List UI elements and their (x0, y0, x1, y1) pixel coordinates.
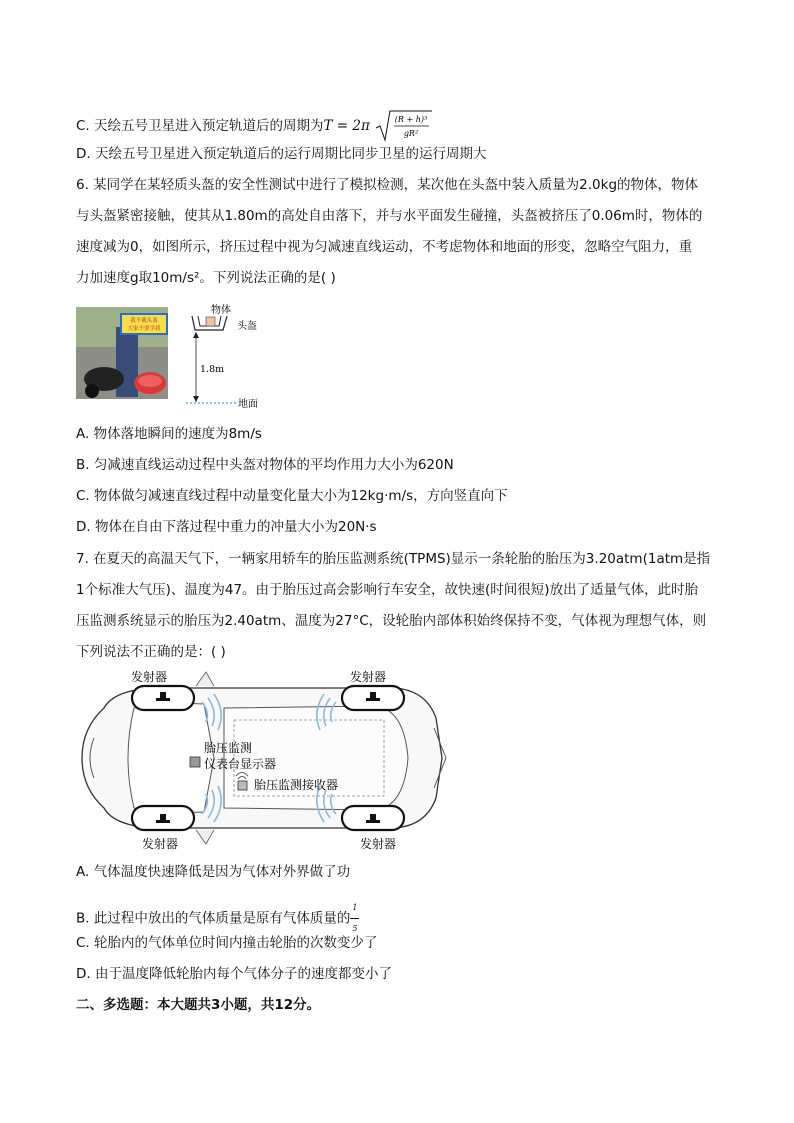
photo-illustration-icon (76, 307, 168, 399)
q6-line-2: 与头盔紧密接触，使其从1.80m的高处自由落下，并与水平面发生碰撞，头盔被挤压了0.06m时，物体的 (76, 208, 703, 224)
q6-line-1: 6. 某同学在某轻质头盔的安全性测试中进行了模拟检测，某次他在头盔中装入质量为2.0kg的物体，物体 (76, 177, 699, 193)
q7-option-b-text: B. 此过程中放出的气体质量是原有气体质量的 (76, 910, 351, 927)
q7-line-2: 1个标准大气压)、温度为47。由于胎压过高会影响行车安全，故快速(时间很短)放出了适量气体，此时胎 (76, 582, 699, 598)
q6-option-c: C. 物体做匀减速直线过程中动量变化量大小为12kg·m/s，方向竖直向下 (76, 488, 508, 504)
sign-text-1: 我不戴头盔 (130, 318, 158, 324)
q7-option-c: C. 轮胎内的气体单位时间内撞击轮胎的次数变少了 (76, 935, 378, 951)
label-transmitter-bl: 发射器 (142, 837, 179, 851)
tpms-car-diagram (74, 668, 454, 852)
label-height: 1.8m (200, 364, 225, 375)
label-transmitter-br: 发射器 (360, 837, 397, 851)
fraction-num: 1 (350, 898, 359, 919)
formula-lhs: T = 2π (323, 118, 370, 134)
q6-option-a: A. 物体落地瞬间的速度为8m/s (76, 426, 262, 442)
label-receiver: 胎压监测接收器 (254, 778, 339, 792)
sqrt-formula (374, 108, 434, 144)
option-d-q5: D. 天绘五号卫星进入预定轨道后的运行周期比同步卫星的运行周期大 (76, 146, 487, 162)
sign-text-2: 大家不要学我 (127, 326, 161, 332)
fraction-den: 5 (352, 924, 358, 933)
helmet-drop-diagram (180, 300, 290, 412)
label-display-1: 胎压监测 (204, 741, 253, 755)
q7-line-1: 7. 在夏天的高温天气下，一辆家用轿车的胎压监测系统(TPMS)显示一条轮胎的胎压为3.20atm(1atm是指 (76, 551, 711, 567)
q7-line-4: 下列说法不正确的是：( ) (76, 644, 226, 660)
q7-option-d: D. 由于温度降低轮胎内每个气体分子的速度都变小了 (76, 966, 392, 982)
q6-option-b: B. 匀减速直线运动过程中头盔对物体的平均作用力大小为620N (76, 457, 454, 473)
label-display-2: 仪表台显示器 (204, 757, 277, 771)
sqrt-sign-icon (374, 108, 434, 144)
option-c-q5 (76, 108, 434, 144)
label-object: 物体 (211, 305, 231, 316)
label-ground: 地面 (238, 399, 258, 410)
helmet-test-photo (76, 307, 168, 399)
option-c-q5-text: C. 天绘五号卫星进入预定轨道后的周期为 (76, 118, 324, 134)
q7-line-3: 压监测系统显示的胎压为2.40atm、温度为27°C，设轮胎内部体积始终保持不变，气体视为理想气体，则 (76, 613, 707, 629)
label-transmitter-tl: 发射器 (131, 670, 168, 684)
formula-num: (R + h)³ (394, 115, 428, 124)
q7-option-a: A. 气体温度快速降低是因为气体对外界做了功 (76, 864, 351, 880)
q6-option-d: D. 物体在自由下落过程中重力的冲量大小为20N·s (76, 519, 377, 535)
label-helmet: 头盔 (237, 321, 257, 332)
section-heading-multi-choice: 二、多选题：本大题共3小题，共12分。 (76, 997, 321, 1013)
q6-line-4: 力加速度g取10m/s²。下列说法正确的是( ) (76, 270, 336, 286)
label-transmitter-tr: 发射器 (350, 670, 387, 684)
formula-den: gR² (404, 129, 419, 138)
q6-line-3: 速度减为0，如图所示，挤压过程中视为匀减速直线运动，不考虑物体和地面的形变，忽略空气阻力，重 (76, 239, 693, 255)
